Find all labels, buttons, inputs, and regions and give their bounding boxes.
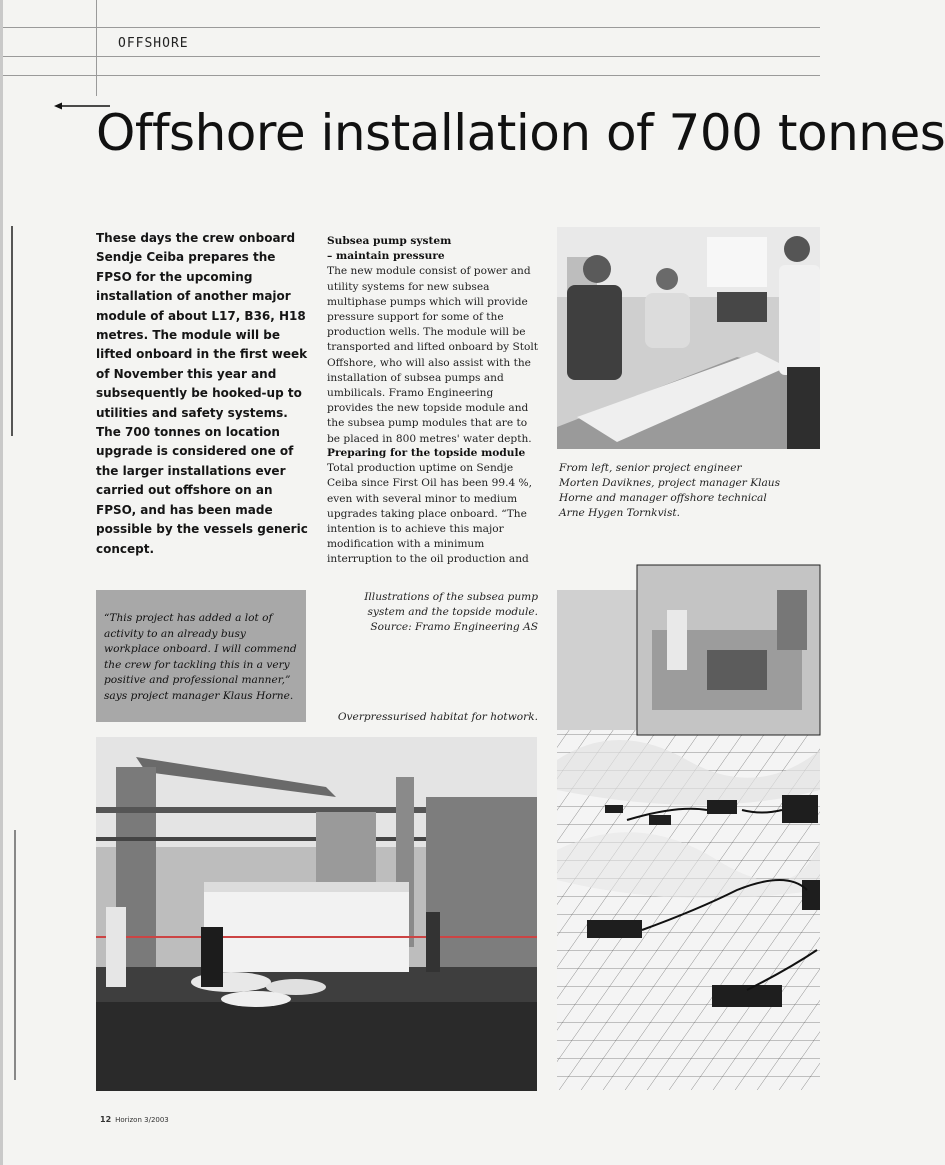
- header-rule-top: [0, 27, 820, 28]
- header-vertical-rule: [96, 0, 97, 96]
- page-number: 12: [100, 1115, 112, 1124]
- illustrations-caption: Illustrations of the subsea pump system and the topside module. Source: Framo Engineering AS: [364, 591, 538, 633]
- header-rule-bottom: [0, 75, 820, 76]
- section-body: Total production uptime on Sendje Ceiba since First Oil has been 99.4 %, even with several minor to medium upgrades taking place onboard. “The intention is to achieve this major modification with a minimum interruption to the oil production and: [327, 462, 532, 566]
- section-body: The new module consist of power and utility systems for new subsea multiphase pumps which will provide pressure support for some of the production wells. The module will be transported and lifted onboard by Stolt Offshore, who will also assist with the installation of subsea pumps and umbilicals. Framo Engineering provides the new topside module and the subsea pump modules that are to be placed in 800 metres' water depth.: [327, 265, 539, 445]
- page-title: Offshore installation of 700 tonnes: [96, 104, 945, 162]
- section-label: OFFSHORE: [118, 36, 189, 51]
- people-photo-caption: From left, senior project engineer Morten Daviknes, project manager Klaus Horne and manager offshore technical Arne Hygen Tornkvist.: [559, 462, 781, 519]
- footer: [100, 1115, 169, 1124]
- section-heading: Subsea pump system: [327, 235, 452, 247]
- pull-quote: “This project has added a lot of activity to an already busy workplace onboard. I will commend the crew for tackling this in a very positive and professional manner,” says project manager Klaus Horne.: [104, 612, 297, 702]
- habitat-photo: [96, 737, 537, 1091]
- binding-mark: [11, 226, 13, 436]
- people-photo: [557, 227, 820, 449]
- binding-mark-lower: [14, 830, 16, 1080]
- section-heading-line2: – maintain pressure: [327, 250, 445, 263]
- section-topside-module: [327, 446, 539, 568]
- intro-paragraph: These days the crew onboard Sendje Ceiba prepares the FPSO for the upcoming installation of another major module of about L17, B36, H18 metres. The module will be lifted onboard in the first week of November this year and subsequently be hooked-up to utilities and safety systems. The 700 tonnes on location upgrade is considered one of the larger installations ever carried out offshore on an FPSO, and has been made possible by the vessels generic concept.: [96, 231, 308, 556]
- section-subsea-pump: [327, 234, 539, 447]
- section-heading: Preparing for the topside module: [327, 447, 526, 459]
- page-edge: [0, 0, 3, 1165]
- header-rule-middle: [0, 56, 820, 57]
- habitat-caption: Overpressurised habitat for hotwork.: [337, 711, 538, 723]
- subsea-illustration: [557, 590, 820, 1090]
- publication-name: Horizon 3/2003: [115, 1116, 169, 1124]
